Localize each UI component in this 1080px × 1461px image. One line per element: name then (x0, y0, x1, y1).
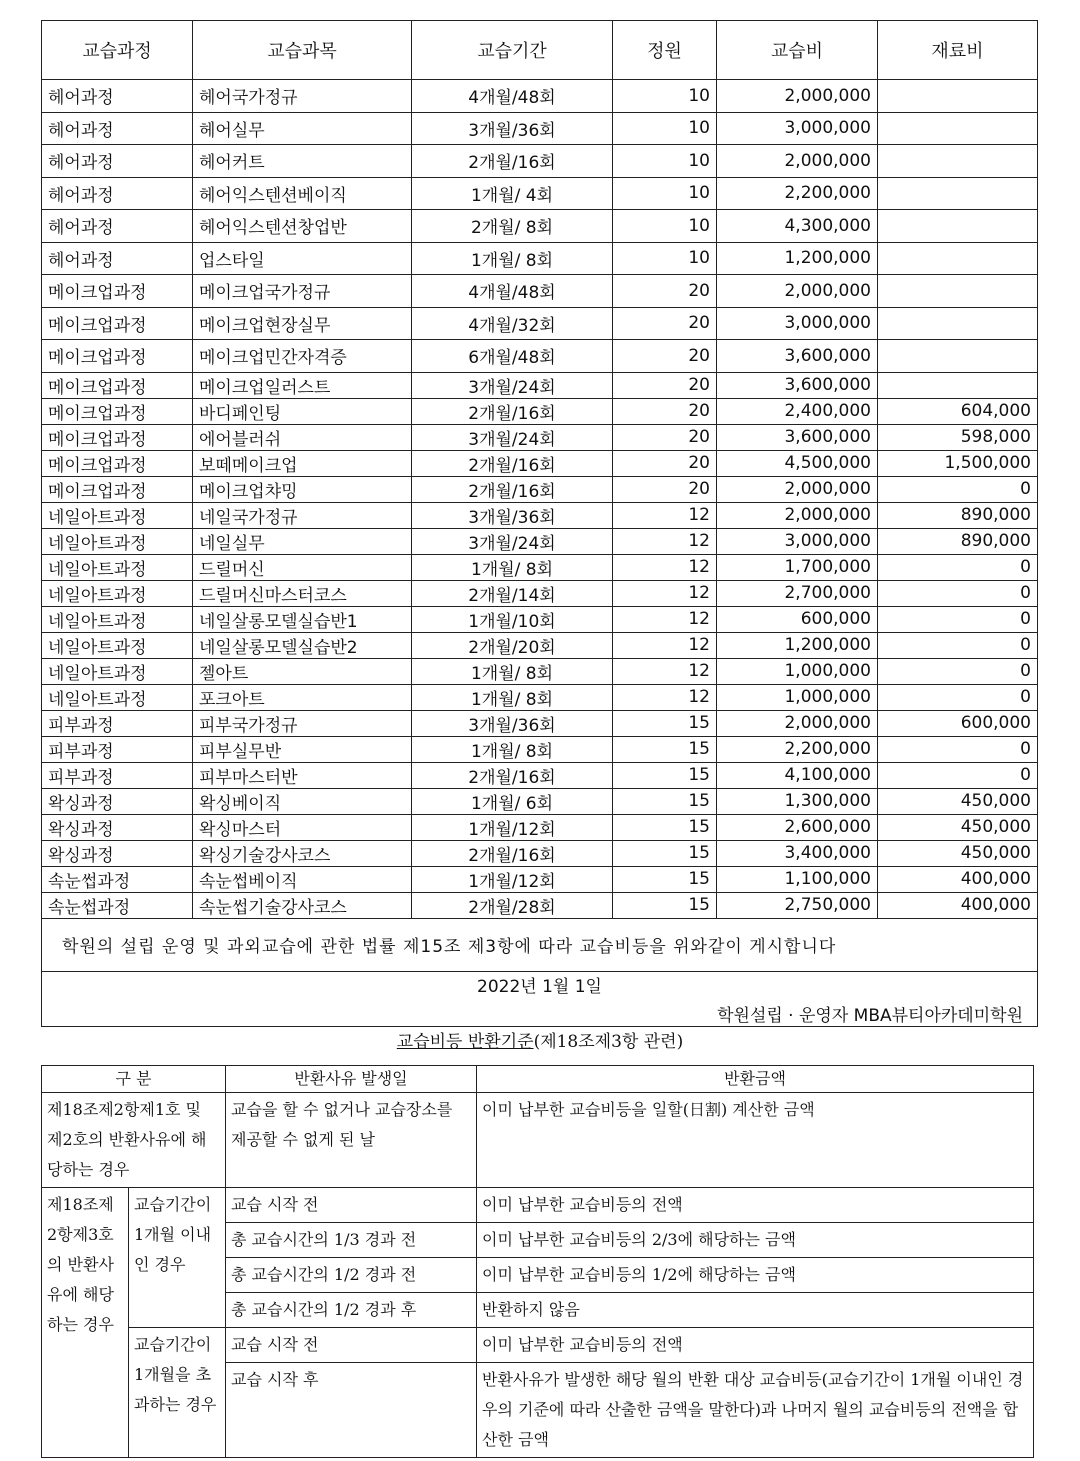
course-cell: 헤어과정 (42, 177, 193, 210)
course-cell: 헤어과정 (42, 210, 193, 243)
material-fee-cell (878, 242, 1038, 275)
fee-table-row (42, 710, 1038, 736)
capacity-cell: 15 (613, 762, 717, 788)
refund-amount: 이미 납부한 교습비등의 전액 (477, 1188, 1034, 1223)
refund-amount: 이미 납부한 교습비등의 1/2에 해당하는 금액 (477, 1258, 1034, 1293)
subject-cell: 피부실무반 (193, 736, 412, 762)
tuition-cell: 1,000,000 (717, 658, 878, 684)
capacity-cell: 15 (613, 892, 717, 918)
course-cell: 헤어과정 (42, 242, 193, 275)
course-cell: 메이크업과정 (42, 398, 193, 424)
period-cell: 1개월/10회 (412, 606, 613, 632)
refund-header-amount: 반환금액 (477, 1066, 1034, 1093)
capacity-cell: 15 (613, 710, 717, 736)
course-cell: 헤어과정 (42, 112, 193, 145)
refund-table (41, 1065, 1034, 1458)
material-fee-cell (878, 275, 1038, 308)
subject-cell: 네일실무 (193, 528, 412, 554)
subject-cell: 헤어커트 (193, 145, 412, 178)
capacity-cell: 12 (613, 658, 717, 684)
tuition-cell: 3,600,000 (717, 340, 878, 373)
refund-title (0, 1027, 1080, 1052)
tuition-cell: 2,000,000 (717, 476, 878, 502)
tuition-cell: 3,600,000 (717, 372, 878, 398)
course-cell: 피부과정 (42, 762, 193, 788)
fee-table-row (42, 210, 1038, 243)
subject-cell: 속눈썹베이직 (193, 866, 412, 892)
refund-row (42, 1188, 1034, 1223)
subject-cell: 헤어국가정규 (193, 80, 412, 113)
subject-cell: 피부국가정규 (193, 710, 412, 736)
period-cell: 3개월/36회 (412, 112, 613, 145)
tuition-cell: 2,200,000 (717, 736, 878, 762)
material-fee-cell: 0 (878, 606, 1038, 632)
material-fee-cell (878, 340, 1038, 373)
period-cell: 3개월/36회 (412, 710, 613, 736)
period-cell: 2개월/ 8회 (412, 210, 613, 243)
footer-row (42, 971, 1038, 1026)
case2-over-month-label: 교습기간이 1개월을 초과하는 경우 (129, 1328, 226, 1458)
fee-table-header-row (42, 21, 1038, 80)
tuition-cell: 4,300,000 (717, 210, 878, 243)
course-cell: 피부과정 (42, 710, 193, 736)
course-cell: 왁싱과정 (42, 814, 193, 840)
refund-header-category: 구 분 (42, 1066, 226, 1093)
capacity-cell: 20 (613, 424, 717, 450)
material-fee-cell: 604,000 (878, 398, 1038, 424)
refund-row (42, 1093, 1034, 1188)
tuition-cell: 3,600,000 (717, 424, 878, 450)
period-cell: 4개월/48회 (412, 275, 613, 308)
refund-amount: 반환사유가 발생한 해당 월의 반환 대상 교습비등(교습기간이 1개월 이내인 경우의 기준에 따라 산출한 금액을 말한다)과 나머지 월의 교습비등의 전액을 합산한 금액 (477, 1363, 1034, 1458)
fee-table-row (42, 606, 1038, 632)
case1-category: 제18조제2항제1호 및 제2호의 반환사유에 해당하는 경우 (42, 1093, 226, 1188)
course-cell: 왁싱과정 (42, 840, 193, 866)
period-cell: 1개월/ 8회 (412, 658, 613, 684)
subject-cell: 왁싱베이직 (193, 788, 412, 814)
material-fee-cell (878, 112, 1038, 145)
fee-table-row (42, 372, 1038, 398)
material-fee-cell: 890,000 (878, 528, 1038, 554)
header-material-fee: 재료비 (878, 21, 1038, 80)
period-cell: 3개월/24회 (412, 372, 613, 398)
refund-header-row (42, 1066, 1034, 1093)
footer-cell (42, 971, 1038, 1026)
tuition-cell: 3,400,000 (717, 840, 878, 866)
subject-cell: 젤아트 (193, 658, 412, 684)
subject-cell: 메이크업챠밍 (193, 476, 412, 502)
course-cell: 네일아트과정 (42, 684, 193, 710)
period-cell: 2개월/16회 (412, 840, 613, 866)
material-fee-cell: 0 (878, 580, 1038, 606)
material-fee-cell: 450,000 (878, 840, 1038, 866)
refund-occurrence: 교습 시작 전 (226, 1188, 477, 1223)
period-cell: 2개월/16회 (412, 145, 613, 178)
material-fee-cell: 0 (878, 554, 1038, 580)
fee-table-row (42, 80, 1038, 113)
period-cell: 1개월/12회 (412, 814, 613, 840)
fee-table-row (42, 424, 1038, 450)
fee-table-row (42, 476, 1038, 502)
period-cell: 1개월/ 8회 (412, 736, 613, 762)
fee-table-row (42, 892, 1038, 918)
course-cell: 속눈썹과정 (42, 866, 193, 892)
capacity-cell: 20 (613, 450, 717, 476)
fee-table-row (42, 658, 1038, 684)
material-fee-cell (878, 177, 1038, 210)
subject-cell: 네일살롱모델실습반1 (193, 606, 412, 632)
material-fee-cell: 0 (878, 684, 1038, 710)
capacity-cell: 12 (613, 632, 717, 658)
tuition-cell: 2,700,000 (717, 580, 878, 606)
notice-row (42, 918, 1038, 971)
refund-occurrence: 교습 시작 전 (226, 1328, 477, 1363)
period-cell: 2개월/20회 (412, 632, 613, 658)
material-fee-cell: 0 (878, 762, 1038, 788)
case1-occurrence: 교습을 할 수 없거나 교습장소를 제공할 수 없게 된 날 (226, 1093, 477, 1188)
refund-amount: 이미 납부한 교습비등의 전액 (477, 1328, 1034, 1363)
fee-table-body (42, 80, 1038, 919)
refund-header-occurrence: 반환사유 발생일 (226, 1066, 477, 1093)
refund-occurrence: 총 교습시간의 1/3 경과 전 (226, 1223, 477, 1258)
subject-cell: 메이크업민간자격증 (193, 340, 412, 373)
material-fee-cell: 0 (878, 476, 1038, 502)
course-cell: 메이크업과정 (42, 340, 193, 373)
capacity-cell: 20 (613, 372, 717, 398)
subject-cell: 피부마스터반 (193, 762, 412, 788)
material-fee-cell: 0 (878, 736, 1038, 762)
refund-row (42, 1328, 1034, 1363)
period-cell: 2개월/14회 (412, 580, 613, 606)
period-cell: 3개월/36회 (412, 502, 613, 528)
course-cell: 네일아트과정 (42, 554, 193, 580)
capacity-cell: 15 (613, 736, 717, 762)
tuition-cell: 2,000,000 (717, 502, 878, 528)
refund-occurrence: 총 교습시간의 1/2 경과 전 (226, 1258, 477, 1293)
fee-table-row (42, 866, 1038, 892)
period-cell: 4개월/48회 (412, 80, 613, 113)
tuition-cell: 2,750,000 (717, 892, 878, 918)
course-cell: 왁싱과정 (42, 788, 193, 814)
period-cell: 2개월/16회 (412, 398, 613, 424)
refund-amount: 이미 납부한 교습비등의 2/3에 해당하는 금액 (477, 1223, 1034, 1258)
fee-table-row (42, 450, 1038, 476)
capacity-cell: 20 (613, 275, 717, 308)
material-fee-cell: 400,000 (878, 866, 1038, 892)
header-subject: 교습과목 (193, 21, 412, 80)
fee-table-row (42, 145, 1038, 178)
tuition-cell: 2,000,000 (717, 275, 878, 308)
capacity-cell: 12 (613, 502, 717, 528)
case2-category: 제18조제2항제3호의 반환사유에 해당하는 경우 (42, 1188, 129, 1458)
fee-table-row (42, 242, 1038, 275)
period-cell: 3개월/24회 (412, 424, 613, 450)
fee-table (41, 20, 1038, 1027)
period-cell: 6개월/48회 (412, 340, 613, 373)
material-fee-cell (878, 307, 1038, 340)
capacity-cell: 20 (613, 307, 717, 340)
course-cell: 헤어과정 (42, 80, 193, 113)
tuition-cell: 3,000,000 (717, 112, 878, 145)
subject-cell: 드릴머신마스터코스 (193, 580, 412, 606)
period-cell: 1개월/12회 (412, 866, 613, 892)
subject-cell: 헤어익스텐션베이직 (193, 177, 412, 210)
subject-cell: 에어블러쉬 (193, 424, 412, 450)
course-cell: 네일아트과정 (42, 580, 193, 606)
refund-amount: 반환하지 않음 (477, 1293, 1034, 1328)
material-fee-cell: 450,000 (878, 788, 1038, 814)
fee-table-row (42, 814, 1038, 840)
material-fee-cell (878, 80, 1038, 113)
tuition-cell: 4,500,000 (717, 450, 878, 476)
capacity-cell: 10 (613, 210, 717, 243)
tuition-cell: 2,200,000 (717, 177, 878, 210)
material-fee-cell (878, 210, 1038, 243)
material-fee-cell: 1,500,000 (878, 450, 1038, 476)
subject-cell: 속눈썹기술강사코스 (193, 892, 412, 918)
capacity-cell: 15 (613, 866, 717, 892)
fee-table-row (42, 340, 1038, 373)
subject-cell: 네일살롱모델실습반2 (193, 632, 412, 658)
tuition-cell: 1,200,000 (717, 242, 878, 275)
period-cell: 2개월/16회 (412, 762, 613, 788)
tuition-cell: 1,700,000 (717, 554, 878, 580)
capacity-cell: 12 (613, 528, 717, 554)
operator-name: 학원설립 · 운영자 MBA뷰티아카데미학원 (717, 1005, 1023, 1026)
course-cell: 헤어과정 (42, 145, 193, 178)
capacity-cell: 20 (613, 398, 717, 424)
capacity-cell: 20 (613, 340, 717, 373)
refund-occurrence: 교습 시작 후 (226, 1363, 477, 1458)
period-cell: 2개월/16회 (412, 450, 613, 476)
subject-cell: 메이크업현장실무 (193, 307, 412, 340)
material-fee-cell: 0 (878, 658, 1038, 684)
refund-title-suffix: (제18조제3항 관련) (533, 1032, 684, 1052)
subject-cell: 업스타일 (193, 242, 412, 275)
capacity-cell: 10 (613, 112, 717, 145)
header-tuition: 교습비 (717, 21, 878, 80)
case1-amount: 이미 납부한 교습비등을 일할(日割) 계산한 금액 (477, 1093, 1034, 1188)
material-fee-cell: 450,000 (878, 814, 1038, 840)
course-cell: 메이크업과정 (42, 476, 193, 502)
period-cell: 1개월/ 8회 (412, 242, 613, 275)
header-period: 교습기간 (412, 21, 613, 80)
refund-title-main: 교습비등 반환기준 (396, 1032, 534, 1052)
fee-table-row (42, 112, 1038, 145)
fee-table-row (42, 275, 1038, 308)
course-cell: 메이크업과정 (42, 307, 193, 340)
tuition-cell: 3,000,000 (717, 528, 878, 554)
capacity-cell: 10 (613, 242, 717, 275)
fee-table-row (42, 684, 1038, 710)
subject-cell: 왁싱마스터 (193, 814, 412, 840)
material-fee-cell (878, 372, 1038, 398)
subject-cell: 헤어실무 (193, 112, 412, 145)
subject-cell: 메이크업일러스트 (193, 372, 412, 398)
course-cell: 메이크업과정 (42, 424, 193, 450)
header-course: 교습과정 (42, 21, 193, 80)
fee-table-row (42, 632, 1038, 658)
notice-text: 학원의 설립 운영 및 과외교습에 관한 법률 제15조 제3항에 따라 교습비등을 위와같이 게시합니다 (42, 918, 1038, 971)
case2-within-month-label: 교습기간이 1개월 이내인 경우 (129, 1188, 226, 1328)
fee-table-row (42, 502, 1038, 528)
capacity-cell: 20 (613, 476, 717, 502)
tuition-cell: 2,000,000 (717, 80, 878, 113)
course-cell: 네일아트과정 (42, 502, 193, 528)
fee-table-row (42, 528, 1038, 554)
tuition-cell: 600,000 (717, 606, 878, 632)
course-cell: 네일아트과정 (42, 632, 193, 658)
period-cell: 1개월/ 8회 (412, 684, 613, 710)
tuition-cell: 1,000,000 (717, 684, 878, 710)
period-cell: 1개월/ 4회 (412, 177, 613, 210)
course-cell: 메이크업과정 (42, 275, 193, 308)
subject-cell: 네일국가정규 (193, 502, 412, 528)
tuition-cell: 1,200,000 (717, 632, 878, 658)
capacity-cell: 15 (613, 840, 717, 866)
capacity-cell: 10 (613, 177, 717, 210)
tuition-cell: 2,000,000 (717, 145, 878, 178)
period-cell: 4개월/32회 (412, 307, 613, 340)
course-cell: 메이크업과정 (42, 372, 193, 398)
fee-table-row (42, 788, 1038, 814)
fee-table-row (42, 580, 1038, 606)
tuition-cell: 1,100,000 (717, 866, 878, 892)
period-cell: 1개월/ 6회 (412, 788, 613, 814)
course-cell: 메이크업과정 (42, 450, 193, 476)
capacity-cell: 10 (613, 80, 717, 113)
material-fee-cell: 598,000 (878, 424, 1038, 450)
tuition-cell: 3,000,000 (717, 307, 878, 340)
subject-cell: 포크아트 (193, 684, 412, 710)
tuition-cell: 1,300,000 (717, 788, 878, 814)
capacity-cell: 12 (613, 554, 717, 580)
tuition-cell: 2,600,000 (717, 814, 878, 840)
fee-table-row (42, 762, 1038, 788)
period-cell: 1개월/ 8회 (412, 554, 613, 580)
fee-table-row (42, 554, 1038, 580)
fee-table-row (42, 736, 1038, 762)
fee-table-row (42, 307, 1038, 340)
tuition-cell: 2,400,000 (717, 398, 878, 424)
material-fee-cell: 890,000 (878, 502, 1038, 528)
material-fee-cell: 0 (878, 632, 1038, 658)
course-cell: 속눈썹과정 (42, 892, 193, 918)
course-cell: 네일아트과정 (42, 528, 193, 554)
capacity-cell: 12 (613, 580, 717, 606)
subject-cell: 드릴머신 (193, 554, 412, 580)
tuition-cell: 4,100,000 (717, 762, 878, 788)
material-fee-cell (878, 145, 1038, 178)
capacity-cell: 10 (613, 145, 717, 178)
subject-cell: 보떼메이크업 (193, 450, 412, 476)
period-cell: 2개월/28회 (412, 892, 613, 918)
tuition-cell: 2,000,000 (717, 710, 878, 736)
capacity-cell: 12 (613, 684, 717, 710)
subject-cell: 왁싱기술강사코스 (193, 840, 412, 866)
header-capacity: 정원 (613, 21, 717, 80)
material-fee-cell: 400,000 (878, 892, 1038, 918)
refund-occurrence: 총 교습시간의 1/2 경과 후 (226, 1293, 477, 1328)
capacity-cell: 15 (613, 814, 717, 840)
course-cell: 피부과정 (42, 736, 193, 762)
course-cell: 네일아트과정 (42, 606, 193, 632)
subject-cell: 바디페인팅 (193, 398, 412, 424)
subject-cell: 헤어익스텐션창업반 (193, 210, 412, 243)
period-cell: 2개월/16회 (412, 476, 613, 502)
course-cell: 네일아트과정 (42, 658, 193, 684)
fee-table-row (42, 177, 1038, 210)
subject-cell: 메이크업국가정규 (193, 275, 412, 308)
posting-date: 2022년 1월 1일 (477, 976, 602, 997)
capacity-cell: 15 (613, 788, 717, 814)
fee-table-row (42, 398, 1038, 424)
fee-table-row (42, 840, 1038, 866)
material-fee-cell: 600,000 (878, 710, 1038, 736)
capacity-cell: 12 (613, 606, 717, 632)
period-cell: 3개월/24회 (412, 528, 613, 554)
